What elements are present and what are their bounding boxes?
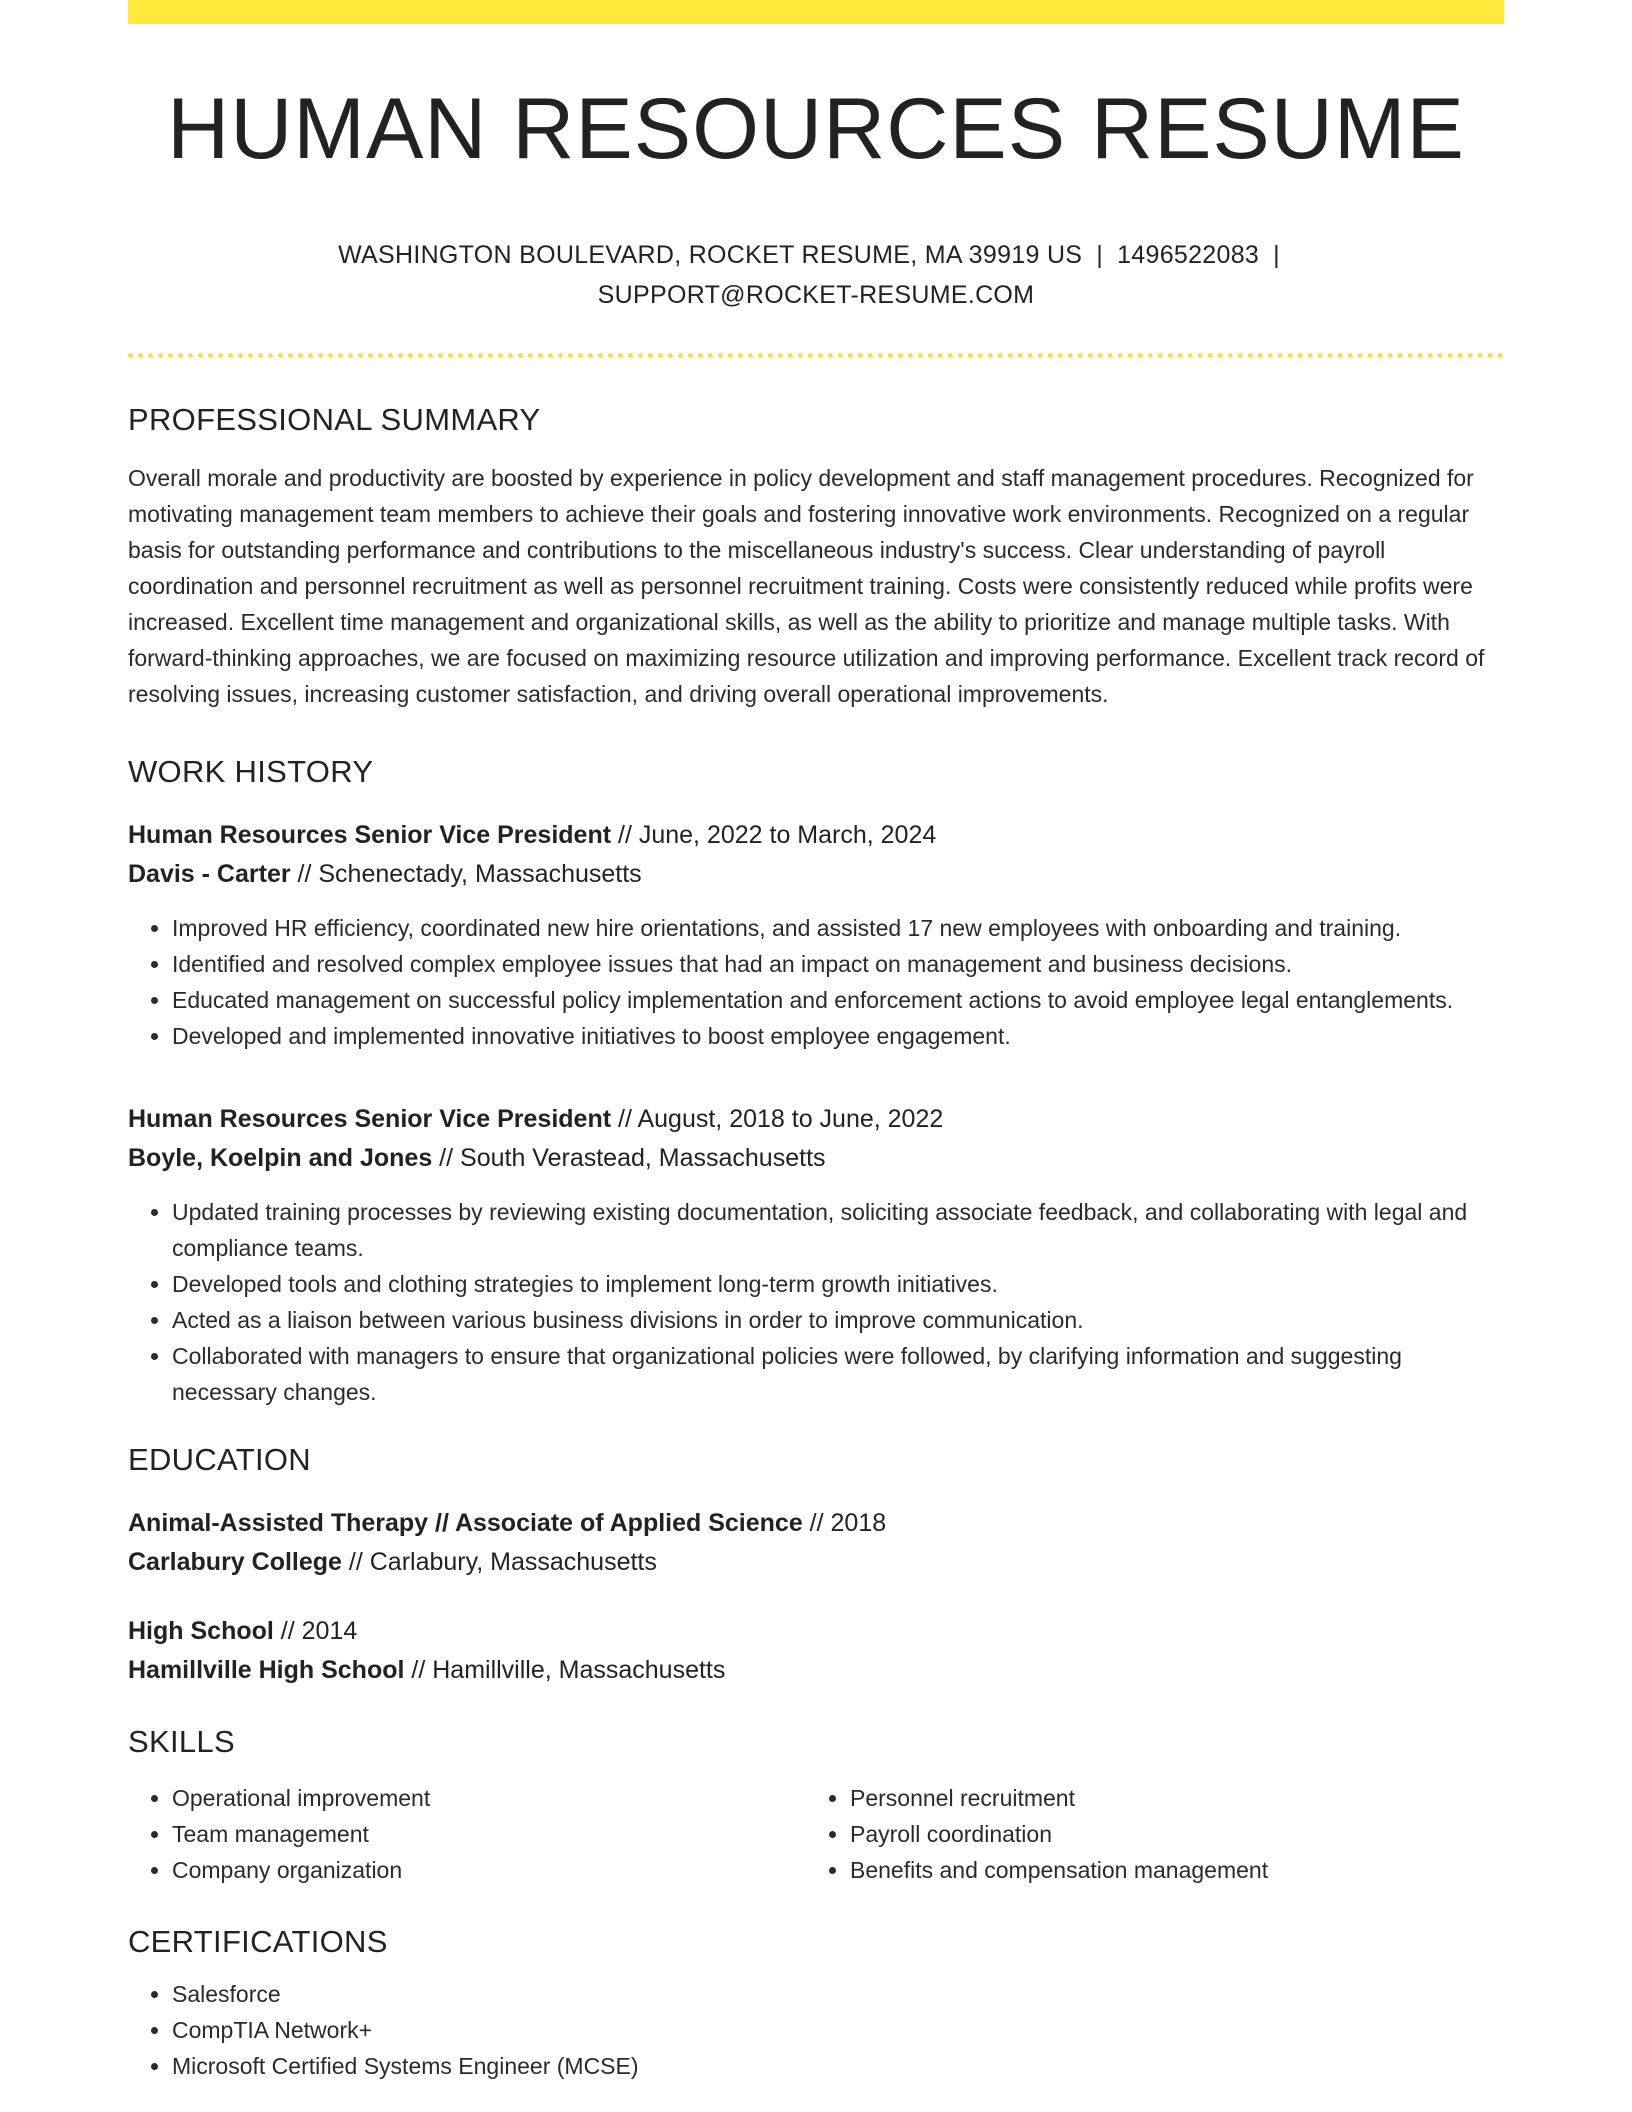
accent-bar [128, 0, 1504, 24]
resume-title: HUMAN RESOURCES RESUME [167, 81, 1465, 177]
skills-grid [128, 1780, 1504, 1888]
job-bullet: • Collaborated with managers to ensure that organizational policies were followed, by clarifying information and suggesting necessary changes. [172, 1338, 1504, 1410]
job-bullet: • Acted as a liaison between various business divisions in order to improve communication. [172, 1302, 1504, 1338]
education-year: // 2014 [273, 1616, 358, 1645]
education-school: Hamillville High School [128, 1655, 405, 1684]
resume-page [128, 0, 1504, 2084]
phone: 1496522083 [1117, 240, 1260, 269]
job-entry [128, 1100, 1504, 1410]
education-school-line [128, 1651, 1504, 1690]
job-company-line [128, 1139, 1504, 1178]
job-dates: // June, 2022 to March, 2024 [611, 820, 937, 849]
job-dates: // August, 2018 to June, 2022 [611, 1104, 944, 1133]
section-title-skills: SKILLS [128, 1723, 235, 1759]
certification-item: • CompTIA Network+ [172, 2012, 1504, 2048]
separator: | [1096, 240, 1104, 269]
job-bullets [128, 1194, 1504, 1410]
certification-item: • Salesforce [172, 1976, 1504, 2012]
job-bullet: • Developed tools and clothing strategies to implement long-term growth initiatives. [172, 1266, 1504, 1302]
job-bullet: • Identified and resolved complex employee issues that had an impact on management and business decisions. [172, 946, 1504, 982]
certification-item: • Microsoft Certified Systems Engineer (MCSE) [172, 2048, 1504, 2084]
job-bullet: • Updated training processes by reviewing existing documentation, soliciting associate feedback, and collaborating with legal and compliance teams. [172, 1194, 1504, 1266]
education-location: // Carlabury, Massachusetts [341, 1547, 657, 1576]
skill-item: • Operational improvement [172, 1780, 806, 1816]
separator: | [1273, 240, 1280, 269]
skills-column-left [128, 1780, 806, 1888]
job-role: Human Resources Senior Vice President [128, 820, 612, 849]
job-location: // Schenectady, Massachusetts [290, 859, 642, 888]
job-role: Human Resources Senior Vice President [128, 1104, 612, 1133]
job-title-line [128, 816, 1504, 855]
job-company: Boyle, Koelpin and Jones [128, 1143, 433, 1172]
skill-item: • Company organization [172, 1852, 806, 1888]
job-company-line [128, 855, 1504, 894]
skill-item: • Benefits and compensation management [850, 1852, 1484, 1888]
education-location: // Hamillville, Massachusetts [404, 1655, 726, 1684]
job-bullets [128, 910, 1504, 1054]
section-title-certifications: CERTIFICATIONS [128, 1923, 388, 1959]
contact-info [128, 235, 1504, 315]
contact-line-1 [128, 235, 1504, 275]
skill-item: • Personnel recruitment [850, 1780, 1484, 1816]
section-title-work-history: WORK HISTORY [128, 753, 374, 789]
education-degree: Animal-Assisted Therapy // Associate of Applied Science [128, 1508, 803, 1537]
summary-text: Overall morale and productivity are boosted by experience in policy development and staff management procedures. Recognized for motivating management team members to achieve their goals and fostering innovative work environments. Recognized on a regular basis for outstanding performance and contributions to the miscellaneous industry's success. Clear understanding of payroll coordination and personnel recruitment as well as personnel recruitment training. Costs were consistently reduced while profits were increased. Excellent time management and organizational skills, as well as the ability to prioritize and manage multiple tasks. With forward-thinking approaches, we are focused on maximizing resource utilization and improving performance. Excellent track record of resolving issues, increasing customer satisfaction, and driving overall operational improvements. [128, 464, 1485, 707]
section-title-education: EDUCATION [128, 1441, 311, 1477]
skill-item: • Team management [172, 1816, 806, 1852]
address: WASHINGTON BOULEVARD, ROCKET RESUME, MA 39919 US [338, 240, 1083, 269]
job-company: Davis - Carter [128, 859, 291, 888]
education-degree: High School [128, 1616, 274, 1645]
job-entry [128, 816, 1504, 1054]
skill-item: • Payroll coordination [850, 1816, 1484, 1852]
job-bullet: • Developed and implemented innovative initiatives to boost employee engagement. [172, 1018, 1504, 1054]
education-school-line [128, 1543, 1504, 1582]
education-degree-line [128, 1504, 1504, 1543]
contact-line-2 [128, 275, 1504, 315]
education-school: Carlabury College [128, 1547, 342, 1576]
education-degree-line [128, 1612, 1504, 1651]
job-title-line [128, 1100, 1504, 1139]
education-entry [128, 1504, 1504, 1582]
dotted-divider [128, 353, 1504, 358]
certifications-list [128, 1976, 1504, 2084]
email: SUPPORT@ROCKET-RESUME.COM [597, 280, 1035, 309]
education-year: // 2018 [802, 1508, 887, 1537]
section-title-summary: PROFESSIONAL SUMMARY [128, 401, 541, 437]
skills-column-right [806, 1780, 1484, 1888]
education-entry [128, 1612, 1504, 1690]
job-location: // South Verastead, Massachusetts [432, 1143, 826, 1172]
job-bullet: • Educated management on successful policy implementation and enforcement actions to avoid employee legal entanglements. [172, 982, 1504, 1018]
job-bullet: • Improved HR efficiency, coordinated new hire orientations, and assisted 17 new employees with onboarding and training. [172, 910, 1504, 946]
